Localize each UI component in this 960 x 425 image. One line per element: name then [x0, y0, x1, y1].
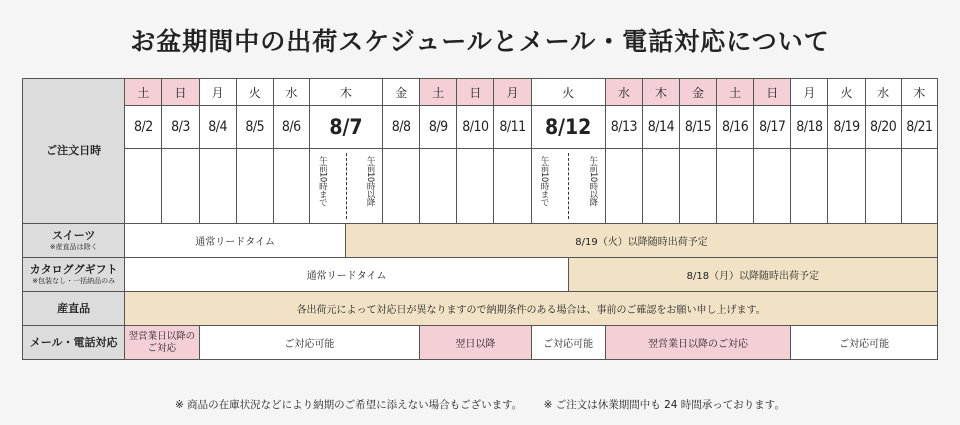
cutoff-after-label: 午前10時以降 — [587, 156, 598, 206]
order-date-header: ご注文日時 — [23, 79, 125, 224]
contact-available: ご対応可能 — [199, 326, 420, 360]
dow-cell: 土 — [717, 79, 754, 106]
cutoff-before-label: 午前10時まで — [317, 156, 328, 206]
page-title: お盆期間中の出荷スケジュールとメール・電話対応について — [130, 27, 830, 56]
contact-next-business-day: 翌営業日以降のご対応 — [605, 326, 791, 360]
date-cell: 8/10 — [457, 106, 494, 149]
dow-cell: 日 — [754, 79, 791, 106]
dow-cell: 土 — [125, 79, 162, 106]
contact-next-day: 翌日以降 — [420, 326, 531, 360]
contact-available: ご対応可能 — [531, 326, 605, 360]
sweets-row — [23, 224, 938, 258]
dow-cell: 月 — [199, 79, 236, 106]
dow-cell: 月 — [791, 79, 828, 106]
dow-cell: 金 — [383, 79, 420, 106]
date-cell: 8/4 — [199, 106, 236, 149]
date-cell: 8/14 — [642, 106, 679, 149]
contact-row — [23, 326, 938, 360]
cutoff-divider — [568, 153, 569, 219]
date-cell: 8/21 — [901, 106, 937, 149]
date-cell: 8/9 — [420, 106, 457, 149]
dow-cell: 日 — [457, 79, 494, 106]
local-note: 各出荷元によって対応日が異なりますので納期条件のある場合は、事前のご確認をお願い申し上げます。 — [125, 292, 938, 326]
contact-available: ご対応可能 — [791, 326, 938, 360]
dow-cell: 水 — [273, 79, 309, 106]
date-cell: 8/5 — [236, 106, 273, 149]
dow-cell: 金 — [680, 79, 717, 106]
date-cell: 8/16 — [717, 106, 754, 149]
dow-row — [23, 79, 938, 106]
cutoff-divider — [346, 153, 347, 219]
cutoff-cell — [309, 149, 382, 224]
sweets-standard: 通常リードタイム — [125, 224, 346, 258]
local-row — [23, 292, 938, 326]
date-cell: 8/19 — [828, 106, 865, 149]
dow-cell: 水 — [865, 79, 901, 106]
footnote: ※ ご注文は休業期間中も 24 時間承っております。 — [543, 399, 785, 411]
cutoff-cell — [531, 149, 605, 224]
dow-cell: 木 — [901, 79, 937, 106]
date-cell: 8/2 — [125, 106, 162, 149]
dow-cell: 木 — [642, 79, 679, 106]
dow-cell: 木 — [309, 79, 382, 106]
contact-next-business-day: 翌営業日以降のご対応 — [125, 326, 199, 360]
date-row — [23, 106, 938, 149]
date-cell: 8/6 — [273, 106, 309, 149]
date-cell: 8/15 — [680, 106, 717, 149]
sweets-after: 8/19（火）以降随時出荷予定 — [345, 224, 937, 258]
dow-cell: 火 — [531, 79, 605, 106]
local-header: 産直品 — [23, 292, 125, 326]
schedule-table — [22, 78, 938, 360]
date-cell: 8/11 — [494, 106, 531, 149]
cutoff-row — [23, 149, 938, 224]
cutoff-before-label: 午前10時まで — [539, 156, 550, 206]
catalog-after: 8/18（月）以降随時出荷予定 — [568, 258, 937, 292]
date-cell: 8/3 — [162, 106, 199, 149]
catalog-standard: 通常リードタイム — [125, 258, 568, 292]
cutoff-after-label: 午前10時以降 — [365, 156, 376, 206]
date-cell-highlight: 8/7 — [309, 106, 382, 149]
catalog-row — [23, 258, 938, 292]
dow-cell: 水 — [605, 79, 642, 106]
date-cell: 8/20 — [865, 106, 901, 149]
sweets-header: スイーツ ※産直品は除く — [23, 224, 125, 258]
date-cell-highlight: 8/12 — [531, 106, 605, 149]
footnote: ※ 商品の在庫状況などにより納期のご希望に添えない場合もございます。 — [175, 399, 523, 411]
footnotes — [0, 397, 960, 412]
dow-cell: 土 — [420, 79, 457, 106]
dow-cell: 火 — [236, 79, 273, 106]
date-cell: 8/8 — [383, 106, 420, 149]
date-cell: 8/18 — [791, 106, 828, 149]
contact-header: メール・電話対応 — [23, 326, 125, 360]
date-cell: 8/17 — [754, 106, 791, 149]
dow-cell: 日 — [162, 79, 199, 106]
dow-cell: 月 — [494, 79, 531, 106]
dow-cell: 火 — [828, 79, 865, 106]
catalog-header: カタロググギフト ※包装なし・一括納品のみ — [23, 258, 125, 292]
date-cell: 8/13 — [605, 106, 642, 149]
